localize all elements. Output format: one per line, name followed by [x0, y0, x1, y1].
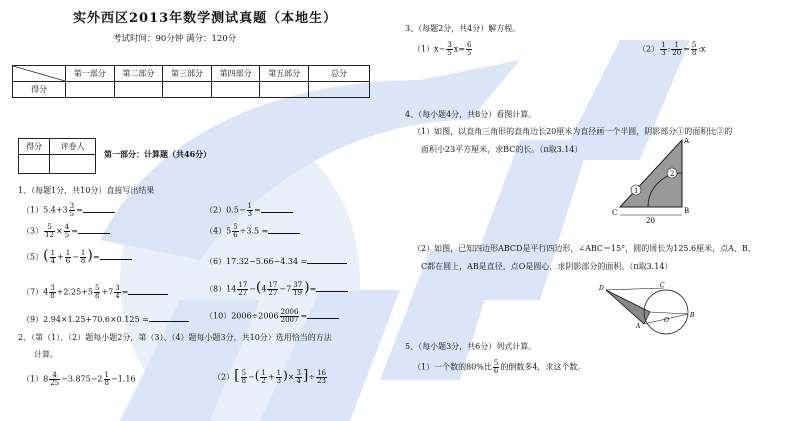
score-cell[interactable] [114, 82, 163, 98]
q1-item-7: （7）4 $\frac{3}{8}$ +2.25+5 $\frac{5}{8}$ +7 $\frac{3}{4}$ = [22, 285, 168, 300]
vertex-B: B [690, 312, 695, 319]
parallelogram-circle-figure [598, 278, 703, 340]
q2-item-2: （2）[ $\frac{5}{8}$ −( $\frac{1}{2}$ + $\frac{1}{3}$ )× $\frac{3}{4}$ ]÷ $\frac{16}{23}$ [213, 367, 327, 385]
q2-item-1: （1）8 $\frac{4}{25}$ −3.875−2 $\frac{1}{8}$ −1.16 [22, 371, 136, 387]
score-col: 第五部分 [260, 66, 309, 82]
score-col: 第二部分 [114, 66, 163, 82]
q3-item-1: （1）x− $\frac{3}{5}$ x= $\frac{6}{5}$ [413, 41, 472, 57]
q2-label: 2、（第（1）、（2）题每小题2分，第（3）、（4）题每小题3分，共10分）选用恰当的方法 [18, 333, 332, 342]
q1-item-6: （6）17.32−5.66−4.34 = [205, 255, 347, 267]
grader-label: 评卷人 [50, 139, 96, 155]
q1-item-2: （2）0.5− $\frac{1}{3}$ = [205, 203, 293, 218]
length-label: 20 [646, 217, 655, 225]
q5-item-1: （1）一个数的80%比 $\frac{5}{6}$ 的倒数多4，求这个数。 [413, 359, 586, 375]
score-col: 第一部分 [66, 66, 115, 82]
q4-part1-line2: 面积小23平方厘米，求BC的长。（π取3.14） [421, 145, 583, 154]
region-1-label: 1 [634, 187, 639, 195]
score-cell[interactable] [260, 82, 309, 98]
q3-item-2: （2） $\frac{1}{3}$ : $\frac{1}{20}$ = $\frac{5}{8}$ :x [638, 41, 706, 57]
q4-part1-line1: （1）如图，以直角三角形的直角边长20厘米为直径画一个半圆，阴影部分①的面积比②的 [413, 127, 733, 136]
vertex-B: B [684, 207, 690, 215]
exam-info: 考试时间：90分钟 满分：120分 [113, 34, 237, 44]
q5-label: 5、（每小题3分，共6分）列式计算。 [405, 342, 537, 351]
part1-heading: 第一部分：计算题（共46分） [104, 149, 212, 159]
q1-item-9: （9）2.94×1.25+70.6×0.125 = [22, 313, 189, 325]
score-cell[interactable] [309, 82, 370, 98]
score-table [12, 65, 370, 98]
triangle-semicircle-figure [610, 135, 695, 225]
center-O: O [664, 317, 669, 324]
q1-label: 1、（每题1分，共10分）直接写出结果 [18, 186, 155, 195]
q4-part2-line2: C都在圆上，AB是直径，点O是圆心，求阴影部分的面积。（π取3.14） [421, 262, 673, 271]
q4-label: 4、（每小题4分，共8分）看图计算。 [405, 110, 537, 119]
q2-label-2: 计算。 [34, 350, 58, 359]
q1-item-8: （8）14 $\frac{17}{27}$ −(4 $\frac{17}{27}$ −7 $\frac{37}{19}$ )= [205, 282, 348, 297]
grader-cell[interactable] [19, 155, 50, 174]
diagonal-header-cell [13, 66, 66, 82]
vertex-C: C [612, 209, 618, 217]
score-cell[interactable] [66, 82, 115, 98]
q1-item-10: （10）2006÷2006 $\frac{2006}{2007}$ = [205, 309, 339, 324]
score-col: 第三部分 [163, 66, 212, 82]
q3-label: 3、（每题2分，共4分）解方程。 [405, 24, 521, 33]
score-row-label: 得分 [13, 82, 66, 98]
q1-item-1: （1）5.4+3 $\frac{3}{5}$ = [22, 203, 115, 218]
vertex-A: A [684, 137, 690, 145]
grader-score-label: 得分 [19, 139, 50, 155]
vertex-A: A [636, 323, 641, 330]
q1-item-4: （4）5 $\frac{5}{6}$ ÷3.5 = [205, 224, 300, 239]
grader-table [18, 138, 96, 174]
score-cell[interactable] [163, 82, 212, 98]
page-title: 实外西区2013年数学测试真题（本地生） [73, 11, 338, 26]
score-col: 第四部分 [211, 66, 260, 82]
q4-part2-line1: （2）如图，已知四边形ABCD是平行四边形，∠ABC＝15°，圆的周长为125.6厘米，点A、B、 [413, 244, 756, 253]
vertex-D: D [599, 285, 604, 292]
grader-cell[interactable] [50, 155, 96, 174]
region-2-label: 2 [670, 170, 675, 178]
q1-item-5: （5）( $\frac{1}{4}$ + $\frac{1}{6}$ − $\frac{1}{8}$ )= [22, 250, 132, 265]
score-cell[interactable] [211, 82, 260, 98]
q1-item-3: （3） $\frac{5}{12}$ × $\frac{4}{5}$ = [22, 224, 110, 239]
score-col: 总分 [309, 66, 370, 82]
vertex-C: C [660, 282, 665, 289]
